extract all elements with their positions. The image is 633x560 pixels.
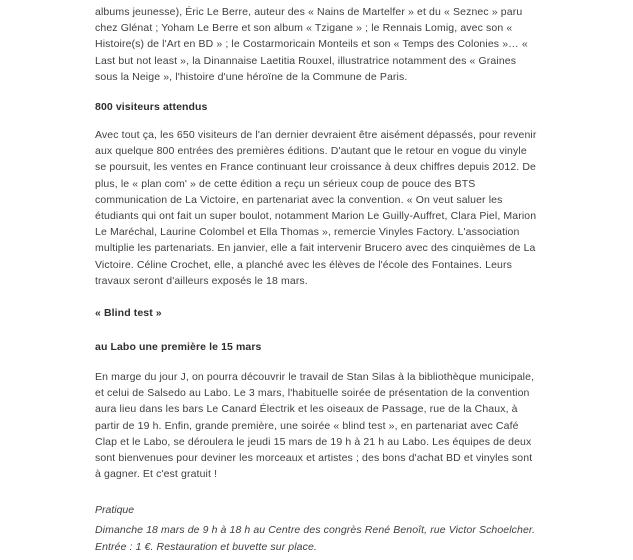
practical-info-paragraph: Dimanche 18 mars de 9 h à 18 h au Centre des congrès René Benoît, rue Victor Schoelcher. Entrée : 1 €. Restauration et buvette sur place. <box>95 524 536 553</box>
labo-paragraph: En marge du jour J, on pourra découvrir le travail de Stan Silas à la bibliothèque municipale, et celui de Salsedo au Labo. Le 3 mars, l'habituelle soirée de présentation de la convention aura lieu dans les bars Le Canard Électrik et les oiseaux de Passage, rue de la Chaux, à partir de 19 h. Enfin, grande première, une soirée « blind test », en partenariat avec Café Clap et le Labo, se déroulera le jeudi 15 mars de 19 h à 21 h au Labo. Les équipes de deux sont bienvenues pour deviner les morceaux et artistes ; des bons d'achat BD et vinyles sont à gagner. Et c'est gratuit ! <box>95 371 535 481</box>
practical-info-label: Pratique <box>95 504 135 517</box>
intro-paragraph: albums jeunesse), Éric Le Berre, auteur des « Nains de Martelfer » et du « Seznec » paru chez Glénat ; Yoham Le Berre et son album « Tzigane » ; le Rennais Lomig, avec son « Histoire(s) de l'Art en BD » ; le Costarmoricain Monteils et son « Temps des Colonies »… « Last but not least », la Dinannaise Laetitia Rouxel, illustratrice notamment des « Graines sous la Neige », l'histoire d'une héroïne de la Commune de Paris. <box>95 6 528 83</box>
subheading-labo: au Labo une première le 15 mars <box>95 341 262 354</box>
article-body <box>95 0 538 555</box>
visitors-paragraph: Avec tout ça, les 650 visiteurs de l'an dernier devraient être aisément dépassés, pour revenir aux quelque 800 entrées des premières éditions. D'autant que le retour en vogue du vinyle se poursuit, les ventes en France continuant leur croissance à deux chiffres depuis 2012. De plus, le « plan com' » de cette édition a reçu un sérieux coup de pouce des BTS communication de La Victoire, en partenariat avec la convention. « On veut saluer les étudiants qui ont fait un super boulot, notamment Marion Le Guilly-Auffret, Clara Piel, Marion Le Maréchal, Laurine Colombel et Ella Thomas », remercie Vinyles Factory. L'association multiplie les partenariats. En janvier, elle a fait intervenir Brucero avec des cinquièmes de La Victoire. Céline Crochet, elle, a planché avec les élèves de l'école des Fontaines. Leurs travaux seront d'ailleurs exposés le 18 mars. <box>95 129 537 287</box>
section-heading-blind-test: « Blind test » <box>95 307 162 320</box>
section-heading-visitors: 800 visiteurs attendus <box>95 101 208 114</box>
